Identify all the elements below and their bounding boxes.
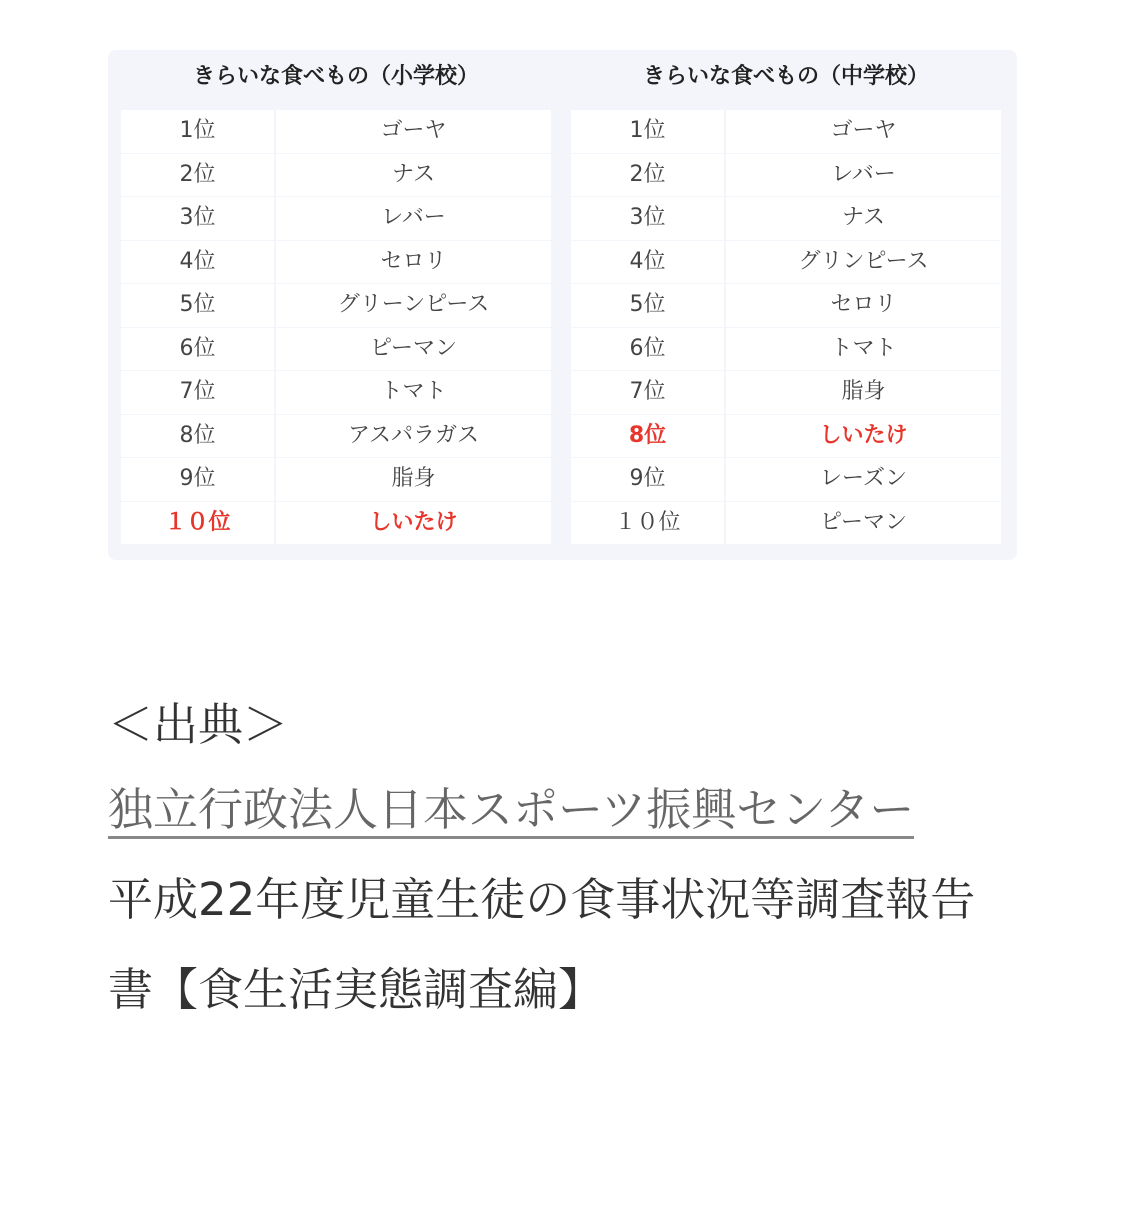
- food-cell: ピーマン: [276, 328, 551, 371]
- rank-cell: 4位: [571, 241, 724, 284]
- food-cell: レバー: [276, 197, 551, 240]
- rank-cell: 6位: [571, 328, 724, 371]
- rank-cell: 7位: [571, 371, 724, 414]
- food-cell: 脂身: [276, 458, 551, 501]
- food-cell: セロリ: [276, 241, 551, 284]
- elementary-table-title: きらいな食べもの（小学校）: [192, 64, 479, 89]
- rank-cell: 6位: [121, 328, 274, 371]
- table-row: [121, 502, 551, 545]
- junior-rows: [571, 110, 1001, 545]
- source-report-title: 平成22年度児童生徒の食事状況等調査報告書【食生活実態調査編】: [108, 873, 976, 1016]
- table-row: [571, 110, 1001, 153]
- rank-cell: １０位: [571, 502, 724, 545]
- source-organization-link[interactable]: 独立行政法人日本スポーツ振興センター: [108, 783, 914, 839]
- table-row: [571, 284, 1001, 327]
- rank-cell: 9位: [121, 458, 274, 501]
- table-row: [121, 110, 551, 153]
- table-row: [121, 197, 551, 240]
- source-heading: ＜出典＞: [108, 698, 289, 751]
- rank-cell: 7位: [121, 371, 274, 414]
- rank-cell: 1位: [571, 110, 724, 153]
- rank-cell: 5位: [571, 284, 724, 327]
- table-row: [121, 415, 551, 458]
- rank-cell: １０位: [121, 502, 274, 545]
- elementary-school-table: [121, 50, 551, 535]
- rank-cell: 4位: [121, 241, 274, 284]
- rank-cell: 2位: [571, 154, 724, 197]
- table-row: [121, 241, 551, 284]
- rank-cell: 3位: [571, 197, 724, 240]
- food-cell: アスパラガス: [276, 415, 551, 458]
- food-cell: しいたけ: [726, 415, 1001, 458]
- food-cell: ゴーヤ: [726, 110, 1001, 153]
- table-row: [571, 197, 1001, 240]
- junior-table-title: きらいな食べもの（中学校）: [642, 64, 929, 89]
- food-cell: グリンピース: [726, 241, 1001, 284]
- food-cell: ナス: [726, 197, 1001, 240]
- table-row: [571, 154, 1001, 197]
- food-cell: しいたけ: [276, 502, 551, 545]
- table-row: [571, 502, 1001, 545]
- food-cell: 脂身: [726, 371, 1001, 414]
- table-row: [121, 328, 551, 371]
- rank-cell: 3位: [121, 197, 274, 240]
- table-row: [121, 371, 551, 414]
- table-row: [121, 154, 551, 197]
- table-row: [121, 458, 551, 501]
- table-row: [571, 241, 1001, 284]
- table-row: [571, 371, 1001, 414]
- food-cell: レーズン: [726, 458, 1001, 501]
- table-row: [571, 458, 1001, 501]
- source-link-wrapper: [108, 765, 978, 855]
- source-section: [108, 685, 1008, 1035]
- food-cell: トマト: [726, 328, 1001, 371]
- food-cell: ナス: [276, 154, 551, 197]
- junior-high-school-table: [571, 50, 1001, 535]
- rank-cell: 5位: [121, 284, 274, 327]
- food-cell: レバー: [726, 154, 1001, 197]
- table-row: [121, 284, 551, 327]
- rank-cell: 9位: [571, 458, 724, 501]
- elementary-rows: [121, 110, 551, 545]
- rank-cell: 2位: [121, 154, 274, 197]
- food-cell: セロリ: [726, 284, 1001, 327]
- ranking-tables-panel: [108, 50, 1017, 560]
- rank-cell: 8位: [571, 415, 724, 458]
- rank-cell: 1位: [121, 110, 274, 153]
- food-cell: トマト: [276, 371, 551, 414]
- food-cell: ピーマン: [726, 502, 1001, 545]
- food-cell: ゴーヤ: [276, 110, 551, 153]
- table-row: [571, 328, 1001, 371]
- rank-cell: 8位: [121, 415, 274, 458]
- table-row: [571, 415, 1001, 458]
- food-cell: グリーンピース: [276, 284, 551, 327]
